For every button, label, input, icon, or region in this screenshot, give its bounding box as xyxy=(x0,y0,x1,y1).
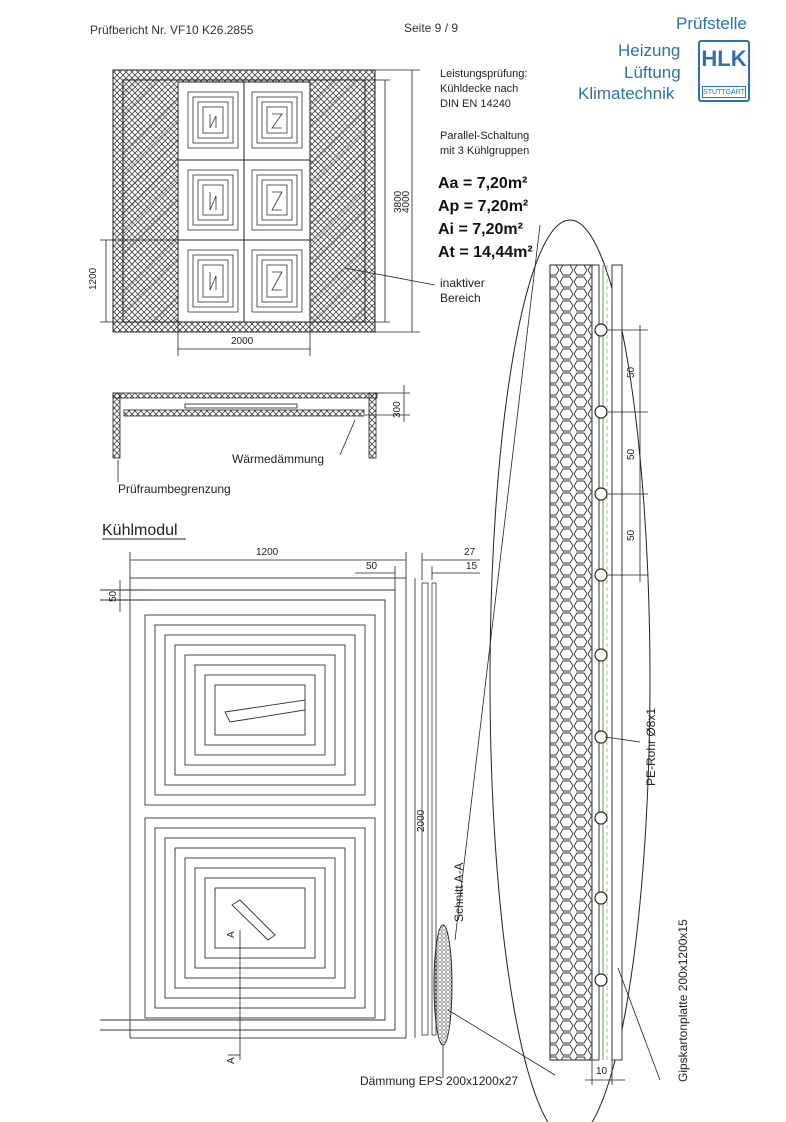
hlk-logo-stuttgart: STUTTGART xyxy=(702,86,746,98)
gipskarton-label: Gipskartonplatte 200x1200x15 xyxy=(676,919,690,1082)
plan-dim-2000: 2000 xyxy=(231,336,254,347)
detail-dim-10: 10 xyxy=(596,1066,608,1077)
schnitt-label: Schnitt A-A xyxy=(452,862,466,922)
module-dim-50-top: 50 xyxy=(366,561,378,572)
module-dim-2000: 2000 xyxy=(416,809,427,832)
hlk-logo xyxy=(698,40,750,102)
module-dim-15: 15 xyxy=(466,561,478,572)
hlk-logo-text: HLK xyxy=(701,46,747,71)
section-marker-a-top: A xyxy=(226,931,237,938)
page-number: Seite 9 / 9 xyxy=(404,21,459,35)
section-view xyxy=(113,385,410,482)
module-dim-1200: 1200 xyxy=(256,547,279,558)
plan-dim-3800: 3800 xyxy=(393,190,404,213)
detail-dim-50-3: 50 xyxy=(626,529,637,541)
logo-lueftung: Lüftung xyxy=(624,63,681,82)
area-at: At = 14,44m² xyxy=(438,244,533,261)
inactive-label-2: Bereich xyxy=(440,291,481,305)
area-aa: Aa = 7,20m² xyxy=(438,175,528,192)
pruefraum-label: Prüfraumbegrenzung xyxy=(118,482,231,496)
module-title: Kühlmodul xyxy=(102,522,178,539)
area-ap: Ap = 7,20m² xyxy=(438,198,529,215)
plan-view xyxy=(100,70,435,356)
module-dim-27: 27 xyxy=(464,547,476,558)
report-number: Prüfbericht Nr. VF10 K26.2855 xyxy=(90,23,254,37)
logo-heizung: Heizung xyxy=(618,41,681,60)
waermedaemmung-label: Wärmedämmung xyxy=(232,452,325,466)
module-spirals xyxy=(100,590,395,1030)
logo-pruefstelle: Prüfstelle xyxy=(676,14,747,33)
detail-dim-50-1: 50 xyxy=(626,366,637,378)
inactive-label-1: inaktiver xyxy=(440,276,485,290)
pe-rohr-label: PE-Rohr Ø8x1 xyxy=(644,707,658,786)
daemmung-label: Dämmung EPS 200x1200x27 xyxy=(360,1074,519,1088)
section-marker-a-bottom: A xyxy=(226,1057,237,1064)
logo-klimatechnik: Klimatechnik xyxy=(578,84,675,103)
info-line5: mit 3 Kühlgruppen xyxy=(440,145,530,157)
plan-dim-1200: 1200 xyxy=(88,267,99,290)
cooling-module xyxy=(100,225,555,1078)
plan-dim-4000: 4000 xyxy=(401,190,412,213)
module-dim-50-left: 50 xyxy=(108,590,119,602)
section-detail xyxy=(490,220,660,1122)
info-line3: DIN EN 14240 xyxy=(440,98,511,110)
detail-dim-50-2: 50 xyxy=(626,448,637,460)
section-dim-300: 300 xyxy=(392,401,403,418)
info-line4: Parallel-Schaltung xyxy=(440,130,530,142)
area-ai: Ai = 7,20m² xyxy=(438,221,523,238)
info-line1: Leistungsprüfung: xyxy=(440,68,528,80)
info-line2: Kühldecke nach xyxy=(440,83,519,95)
